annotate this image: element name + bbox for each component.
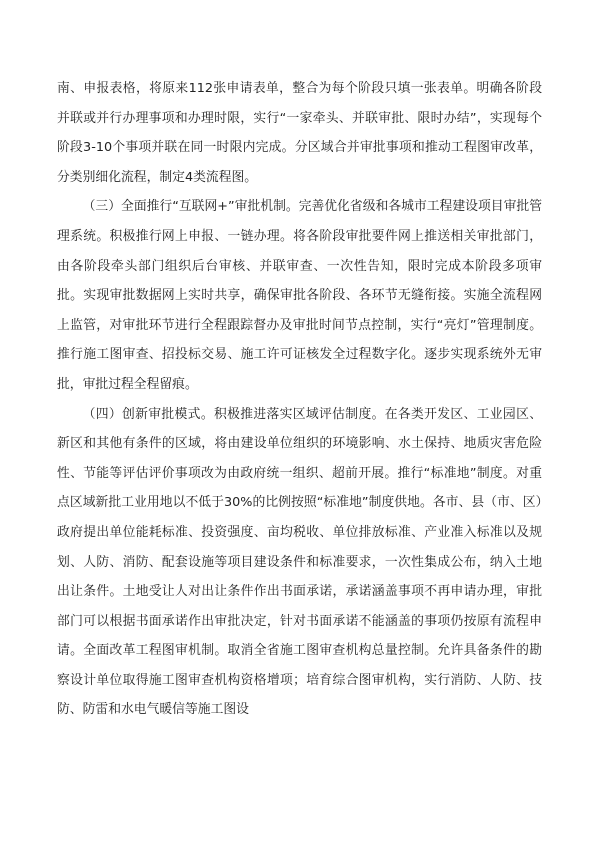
paragraph-section-3: （三）全面推行“互联网+”审批机制。完善优化省级和各城市工程建设项目审批管理系统。积极推行网上申报、一链办理。将各阶段审批要件网上推送相关审批部门，由各阶段牵头部门组织后台审核、并联审查、一次性告知，限时完成本阶段多项审批。实现审批数据网上实时共享，确保审批各阶段、各环节无缝衔接。实施全流程网上监管，对审批环节进行全程跟踪督办及审批时间节点控制，实行“亮灯”管理制度。推行施工图审查、招投标交易、施工许可证核发全过程数字化。逐步实现系统外无审批，审批过程全程留痕。: [57, 199, 542, 392]
document-body: [57, 74, 542, 725]
paragraph-continued: 南、申报表格，将原来112张申请表单，整合为每个阶段只填一张表单。明确各阶段并联或并行办理事项和办理时限，实行“一家牵头、并联审批、限时办结”，实现每个阶段3-10个事项并联在同一时限内完成。分区域合并审批事项和推动工程图审改革，分类别细化流程，制定4类流程图。: [57, 81, 542, 185]
paragraph-section-4: （四）创新审批模式。积极推进落实区域评估制度。在各类开发区、工业园区、新区和其他有条件的区域，将由建设单位组织的环境影响、水土保持、地质灾害危险性、节能等评估评价事项改为由政府统一组织、超前开展。推行“标准地”制度。对重点区域新批工业用地以不低于30%的比例按照“标准地”制度供地。各市、县（市、区）政府提出单位能耗标准、投资强度、亩均税收、单位排放标准、产业准入标准以及规划、人防、消防、配套设施等项目建设条件和标准要求，一次性集成公布，纳入土地出让条件。土地受让人对出让条件作出书面承诺，承诺涵盖事项不再申请办理，审批部门可以根据书面承诺作出审批决定，针对书面承诺不能涵盖的事项仍按原有流程申请。全面改革工程图审机制。取消全省施工图审查机构总量控制。允许具备条件的勘察设计单位取得施工图审查机构资格增项；培育综合图审机构，实行消防、人防、技防、防雷和水电气暖信等施工图设: [57, 406, 542, 718]
